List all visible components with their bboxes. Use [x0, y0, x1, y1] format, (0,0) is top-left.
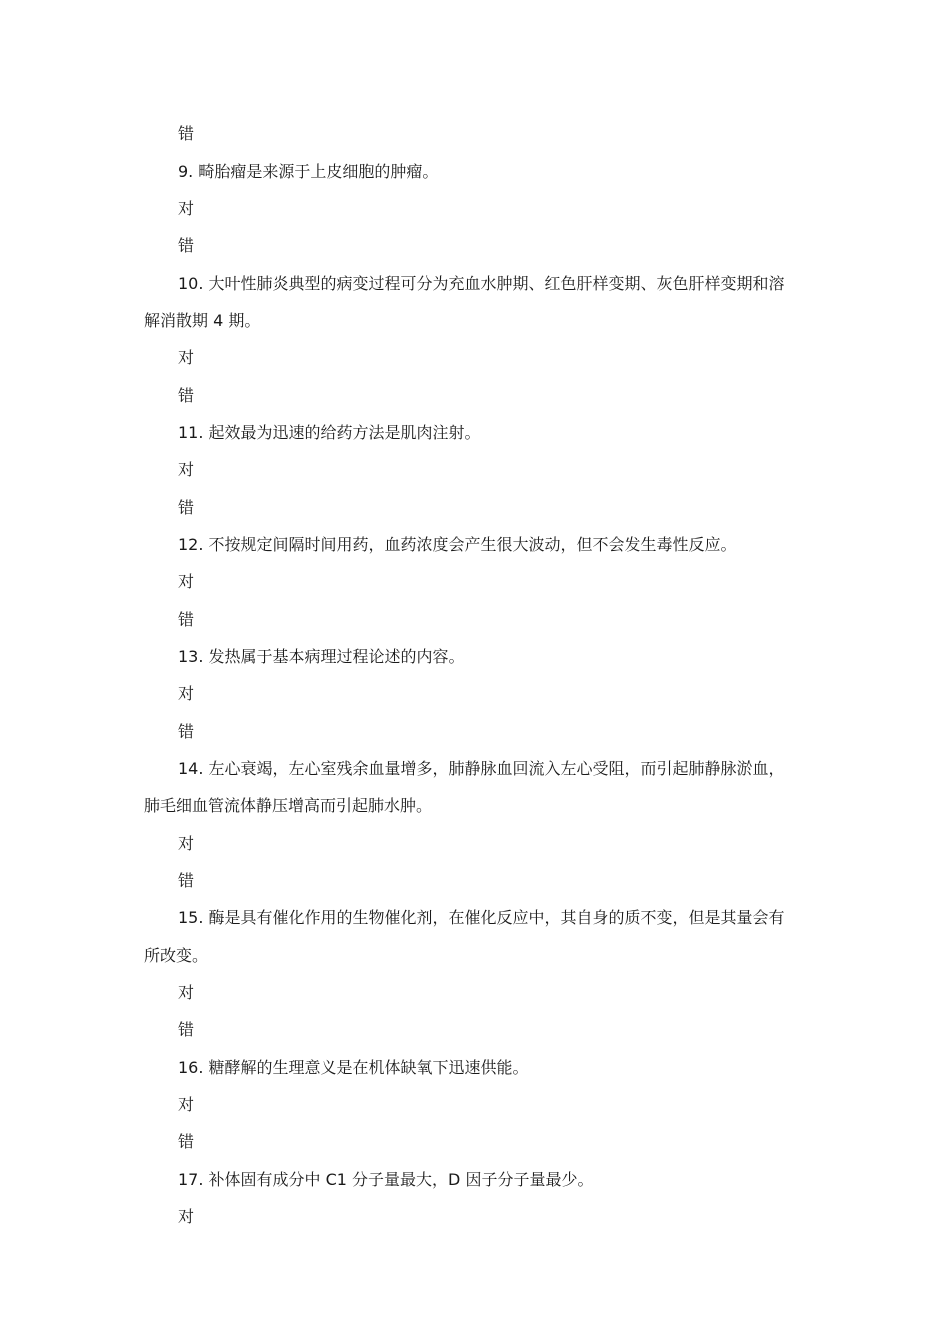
question-10: 10. 大叶性肺炎典型的病变过程可分为充血水肿期、红色肝样变期、灰色肝样变期和溶 [178, 274, 785, 293]
option-right: 对 [178, 572, 195, 591]
option-wrong: 错 [178, 1020, 195, 1039]
question-17: 17. 补体固有成分中 C1 分子量最大，D 因子分子量最少。 [178, 1170, 594, 1189]
option-wrong: 错 [178, 124, 195, 143]
option-right: 对 [178, 1207, 195, 1226]
question-13: 13. 发热属于基本病理过程论述的内容。 [178, 647, 465, 666]
option-wrong: 错 [178, 236, 195, 255]
option-right: 对 [178, 460, 195, 479]
option-wrong: 错 [178, 610, 195, 629]
question-12: 12. 不按规定间隔时间用药，血药浓度会产生很大波动，但不会发生毒性反应。 [178, 535, 737, 554]
question-9: 9. 畸胎瘤是来源于上皮细胞的肿瘤。 [178, 162, 439, 181]
option-right: 对 [178, 199, 195, 218]
option-right: 对 [178, 834, 195, 853]
option-right: 对 [178, 348, 195, 367]
option-wrong: 错 [178, 1132, 195, 1151]
option-right: 对 [178, 1095, 195, 1114]
question-14: 14. 左心衰竭，左心室残余血量增多，肺静脉血回流入左心受阻，而引起肺静脉淤血， [178, 759, 785, 778]
option-wrong: 错 [178, 871, 195, 890]
question-15: 15. 酶是具有催化作用的生物催化剂，在催化反应中，其自身的质不变，但是其量会有 [178, 908, 785, 927]
option-right: 对 [178, 684, 195, 703]
question-14-cont: 肺毛细血管流体静压增高而引起肺水肿。 [144, 796, 433, 815]
question-16: 16. 糖酵解的生理意义是在机体缺氧下迅速供能。 [178, 1058, 529, 1077]
question-11: 11. 起效最为迅速的给药方法是肌肉注射。 [178, 423, 481, 442]
option-wrong: 错 [178, 498, 195, 517]
question-10-cont: 解消散期 4 期。 [144, 311, 261, 330]
option-wrong: 错 [178, 722, 195, 741]
option-right: 对 [178, 983, 195, 1002]
option-wrong: 错 [178, 386, 195, 405]
question-15-cont: 所改变。 [144, 946, 209, 965]
